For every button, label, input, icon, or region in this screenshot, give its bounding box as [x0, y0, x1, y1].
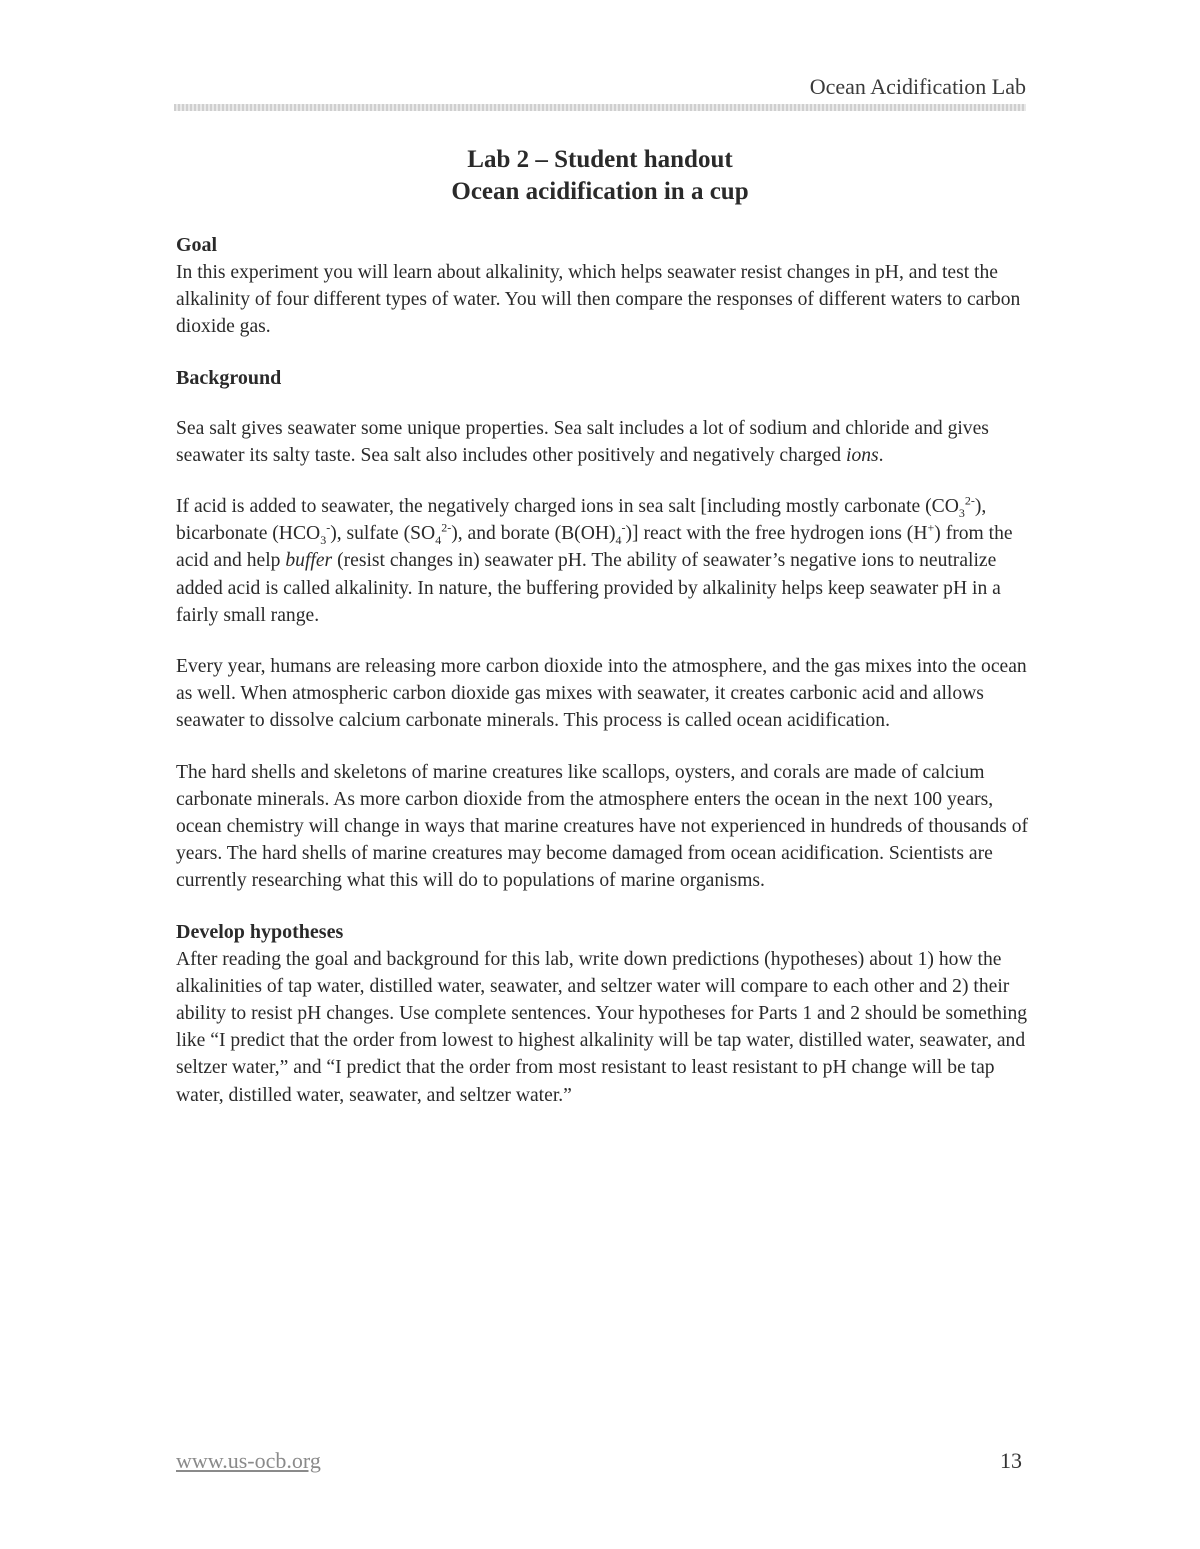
- background-paragraph-2: [176, 493, 1032, 629]
- background-paragraph-4: The hard shells and skeletons of marine creatures like scallops, oysters, and corals are made of calcium carbonate minerals. As more carbon dioxide from the atmosphere enters the ocean in the next 100 years, ocean chemistry will change in ways that marine creatures have not experienced in hundreds of thousands of years. The hard shells of marine creatures may become damaged from ocean acidification. Scientists are currently researching what this will do to populations of marine organisms.: [176, 761, 1029, 892]
- bg-p1-italic: ions: [846, 444, 879, 466]
- bg-p2-c-sub: 4: [435, 533, 442, 548]
- bg-p2-d-sub: 4: [615, 533, 622, 548]
- bg-p2-a-sup: 2-: [964, 493, 975, 508]
- header-rule: [174, 104, 1026, 111]
- bg-p2-b-sup: -: [326, 520, 331, 535]
- hypotheses-section: [176, 919, 1032, 1109]
- goal-paragraph: In this experiment you will learn about alkalinity, which helps seawater resist changes in pH, and test the alkalinity of four different types of water. You will then compare the responses of different waters to carbon dioxide gas.: [176, 262, 1021, 338]
- bg-p2-d: ), and borate (B(OH): [451, 523, 616, 545]
- page-number: 13: [1000, 1448, 1022, 1473]
- goal-section: [176, 232, 1032, 341]
- bg-p2-f: ) from the acid and help: [176, 523, 1013, 572]
- background-paragraph-3: Every year, humans are releasing more carbon dioxide into the atmosphere, and the gas mixes into the ocean as well. When atmospheric carbon dioxide gas mixes with seawater, it creates carbonic acid and allows seawater to dissolve calcium carbonate minerals. This process is called ocean acidification.: [176, 656, 1027, 732]
- bg-p2-e: )] react with the free hydrogen ions (H: [625, 523, 928, 545]
- footer-url-link[interactable]: www.us-ocb.org: [176, 1448, 321, 1473]
- bg-p2-a-sub: 3: [958, 505, 965, 520]
- bg-p1-end: .: [878, 444, 884, 466]
- bg-p2-c: ), sulfate (SO: [330, 523, 436, 545]
- title-line-1: Lab 2 – Student handout: [467, 146, 733, 173]
- bg-p2-c-sup: 2-: [441, 520, 452, 535]
- bg-p2-e-sup: +: [927, 520, 935, 535]
- bg-p2-b: ), bicarbonate (HCO: [176, 496, 987, 545]
- running-header: Ocean Acidification Lab: [809, 74, 1026, 99]
- background-paragraph-1: [176, 415, 1032, 469]
- hypotheses-heading: Develop hypotheses: [176, 920, 344, 943]
- hypotheses-paragraph: After reading the goal and background for this lab, write down predictions (hypotheses) about 1) how the alkalinities of tap water, distilled water, seawater, and seltzer water will compare to each other and 2) their ability to resist pH changes. Use complete sentences. Your hypotheses for Parts 1 and 2 should be something like “I predict that the order from lowest to highest alkalinity will be tap water, distilled water, seawater, and seltzer water,” and “I predict that the order from most resistant to least resistant to pH change will be tap water, distilled water, seawater, and seltzer water.”: [176, 948, 1028, 1106]
- document-title: [0, 144, 1200, 208]
- title-line-2: Ocean acidification in a cup: [451, 178, 749, 205]
- bg-p2-b-sub: 3: [320, 533, 327, 548]
- bg-p2-d-sup: -: [621, 520, 626, 535]
- bg-p1-text: Sea salt gives seawater some unique properties. Sea salt includes a lot of sodium and chloride and gives seawater its salty taste. Sea salt also includes other positively and negatively charged: [176, 417, 989, 466]
- bg-p2-a: If acid is added to seawater, the negatively charged ions in sea salt [including mostly carbonate (CO: [176, 496, 959, 518]
- goal-heading: Goal: [176, 234, 218, 256]
- document-body: [176, 232, 1032, 1109]
- bg-p2-f-italic: buffer: [285, 550, 333, 572]
- background-heading: Background: [176, 366, 282, 389]
- bg-p2-g: (resist changes in) seawater pH. The ability of seawater’s negative ions to neutralize added acid is called alkalinity. In nature, the buffering provided by alkalinity helps keep seawater pH in a fairly small range.: [176, 550, 1001, 626]
- background-section: [176, 365, 1032, 895]
